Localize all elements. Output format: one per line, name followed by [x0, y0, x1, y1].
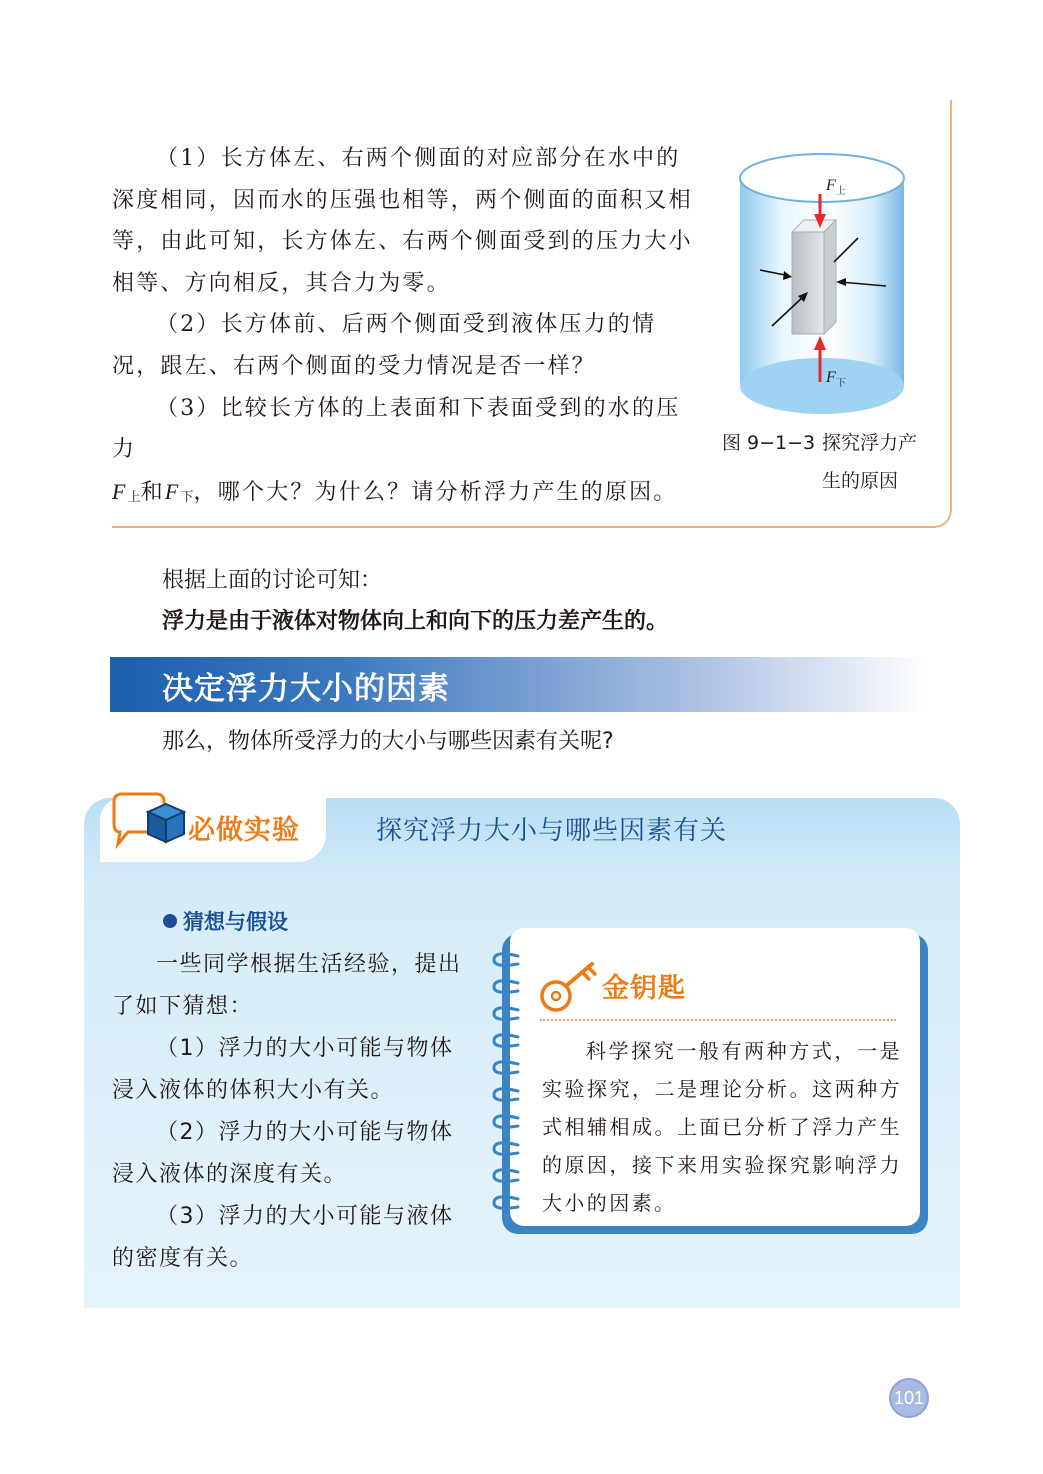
force-down-subscript: 下	[180, 489, 194, 505]
hypothesis-heading	[163, 906, 288, 936]
hypothesis-text	[112, 944, 470, 1280]
experiment-badge-label: 必做实验	[188, 815, 300, 846]
force-up-sub: 上	[836, 186, 846, 197]
hypothesis-guess-1: （1）浮力的大小可能与物体浸入液体的体积大小有关。	[112, 1036, 454, 1103]
discussion-paragraph-1: （1）长方体左、右两个侧面的对应部分在水中的深度相同，因而水的压强也相等，两个侧面的面积又相等，由此可知，长方体左、右两个侧面受到的压力大小相等、方向相反，其合力为零。	[112, 146, 693, 296]
golden-key-paragraph: 科学探究一般有两种方式，一是实验探究，二是理论分析。这两种方式相辅相成。上面已分析了浮力产生的原因，接下来用实验探究影响浮力大小的因素。	[542, 1039, 902, 1215]
discussion-paragraph-3	[112, 388, 702, 519]
golden-key-text	[542, 1032, 902, 1222]
figure-caption-line-1: 探究浮力产	[822, 432, 918, 454]
force-up-letter: F	[826, 177, 836, 194]
discussion-paragraph-3-rest: ，哪个大？为什么？请分析浮力产生的原因。	[193, 479, 678, 505]
block-front-face	[792, 232, 824, 334]
notebook-spiral-icon	[488, 948, 522, 1218]
cube-chat-icon	[108, 788, 188, 854]
and-word: 和	[140, 479, 165, 505]
hypothesis-intro: 一些同学根据生活经验，提出了如下猜想：	[112, 952, 462, 1019]
section-heading-bar	[110, 657, 930, 712]
key-tooth-2	[588, 967, 595, 974]
force-down-sub: 下	[836, 378, 846, 389]
figure-number: 图 9−1−3	[722, 432, 816, 454]
conclusion	[162, 560, 668, 642]
cylinder-bottom	[740, 358, 904, 414]
force-down-letter: F	[826, 369, 836, 386]
key-icon	[538, 958, 604, 1014]
bullet-dot-icon	[163, 914, 177, 928]
hypothesis-heading-text: 猜想与假设	[183, 910, 288, 934]
discussion-paragraph-3-intro: （3）比较长方体的上表面和下表面受到的水的压力	[112, 395, 681, 463]
figure-caption	[722, 424, 942, 500]
note-divider	[540, 1019, 896, 1021]
figure-caption-line-2: 生的原因	[822, 470, 899, 492]
hypothesis-guess-2: （2）浮力的大小可能与物体浸入液体的深度有关。	[112, 1120, 454, 1187]
hypothesis-guess-3: （3）浮力的大小可能与液体的密度有关。	[112, 1204, 454, 1271]
conclusion-statement: 浮力是由于液体对物体向上和向下的压力差产生的。	[162, 609, 669, 634]
block-side-face	[824, 220, 836, 334]
discussion-text	[112, 138, 702, 518]
section-heading: 决定浮力大小的因素	[162, 671, 450, 707]
experiment-title: 探究浮力大小与哪些因素有关	[376, 816, 728, 846]
key-tooth-1	[582, 972, 589, 979]
page-number: 101	[889, 1378, 929, 1418]
golden-key-label: 金钥匙	[602, 973, 686, 1004]
discussion-paragraph-2: （2）长方体前、后两个侧面受到液体压力的情况，跟左、右两个侧面的受力情况是否一样？	[112, 312, 657, 379]
cylinder-top	[740, 154, 904, 202]
buoyancy-figure	[722, 150, 922, 420]
conclusion-lead: 根据上面的讨论可知：	[162, 568, 383, 593]
key-hole	[552, 992, 560, 1000]
force-up-subscript: 上	[127, 489, 141, 505]
force-up-symbol: F	[112, 478, 128, 504]
force-down-symbol: F	[164, 478, 181, 504]
section-question: 那么，物体所受浮力的大小与哪些因素有关呢?	[162, 729, 614, 754]
